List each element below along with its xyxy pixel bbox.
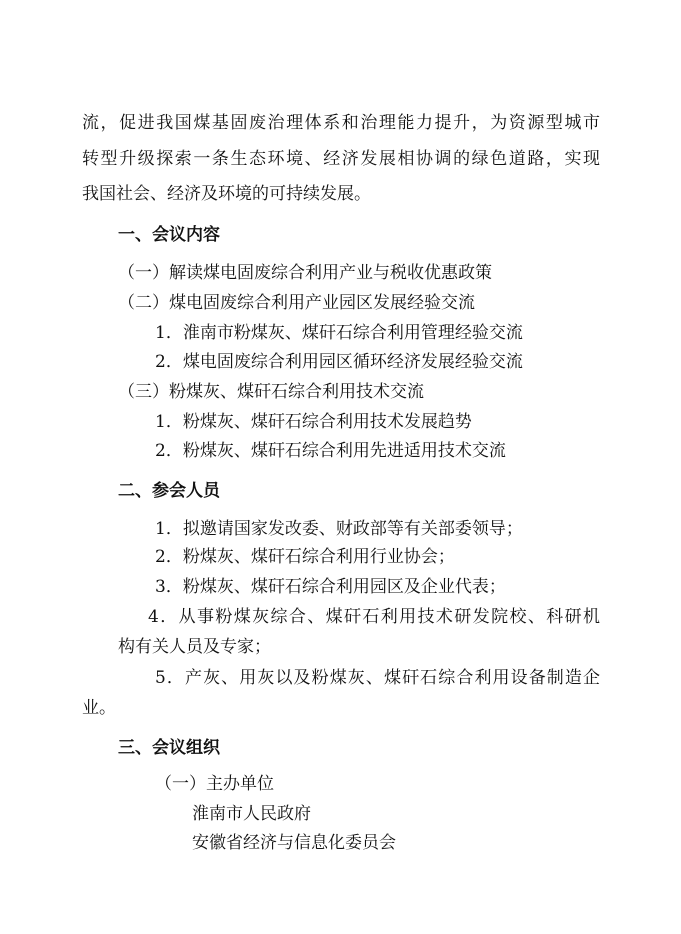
intro-line-2: 转型升级探索一条生态环境、经济发展相协调的绿色道路，实现 (82, 149, 600, 169)
section-heading-organization: 三、会议组织 (118, 738, 220, 758)
list-item-continuation: 业。 (82, 698, 116, 718)
list-item: （一）解读煤电固废综合利用产业与税收优惠政策 (118, 263, 492, 283)
intro-line-1: 流，促进我国煤基固废治理体系和治理能力提升，为资源型城市 (82, 113, 600, 133)
list-item: 5．产灰、用灰以及粉煤灰、煤矸石综合利用设备制造企 (155, 668, 600, 688)
organizer-name: 淮南市人民政府 (192, 804, 311, 824)
list-item: 2．粉煤灰、煤矸石综合利用先进适用技术交流 (155, 441, 506, 461)
list-item-continuation: 构有关人员及专家； (118, 637, 271, 657)
list-item: 1．淮南市粉煤灰、煤矸石综合利用管理经验交流 (155, 323, 523, 343)
list-item: 4．从事粉煤灰综合、煤矸石利用技术研发院校、科研机 (148, 607, 600, 627)
list-item: （三）粉煤灰、煤矸石综合利用技术交流 (118, 382, 424, 402)
intro-line-3: 我国社会、经济及环境的可持续发展。 (82, 184, 371, 204)
list-item: 2．煤电固废综合利用园区循环经济发展经验交流 (155, 352, 523, 372)
list-item: （二）煤电固废综合利用产业园区发展经验交流 (118, 293, 475, 313)
sub-heading-host: （一）主办单位 (155, 774, 274, 794)
organizer-name: 安徽省经济与信息化委员会 (192, 833, 396, 853)
list-item: 1．粉煤灰、煤矸石综合利用技术发展趋势 (155, 412, 472, 432)
list-item: 2．粉煤灰、煤矸石综合利用行业协会； (155, 547, 455, 567)
section-heading-meeting-content: 一、会议内容 (118, 225, 220, 245)
list-item: 3．粉煤灰、煤矸石综合利用园区及企业代表； (155, 577, 506, 597)
section-heading-attendees: 二、参会人员 (118, 481, 220, 501)
list-item: 1．拟邀请国家发改委、财政部等有关部委领导； (155, 519, 523, 539)
